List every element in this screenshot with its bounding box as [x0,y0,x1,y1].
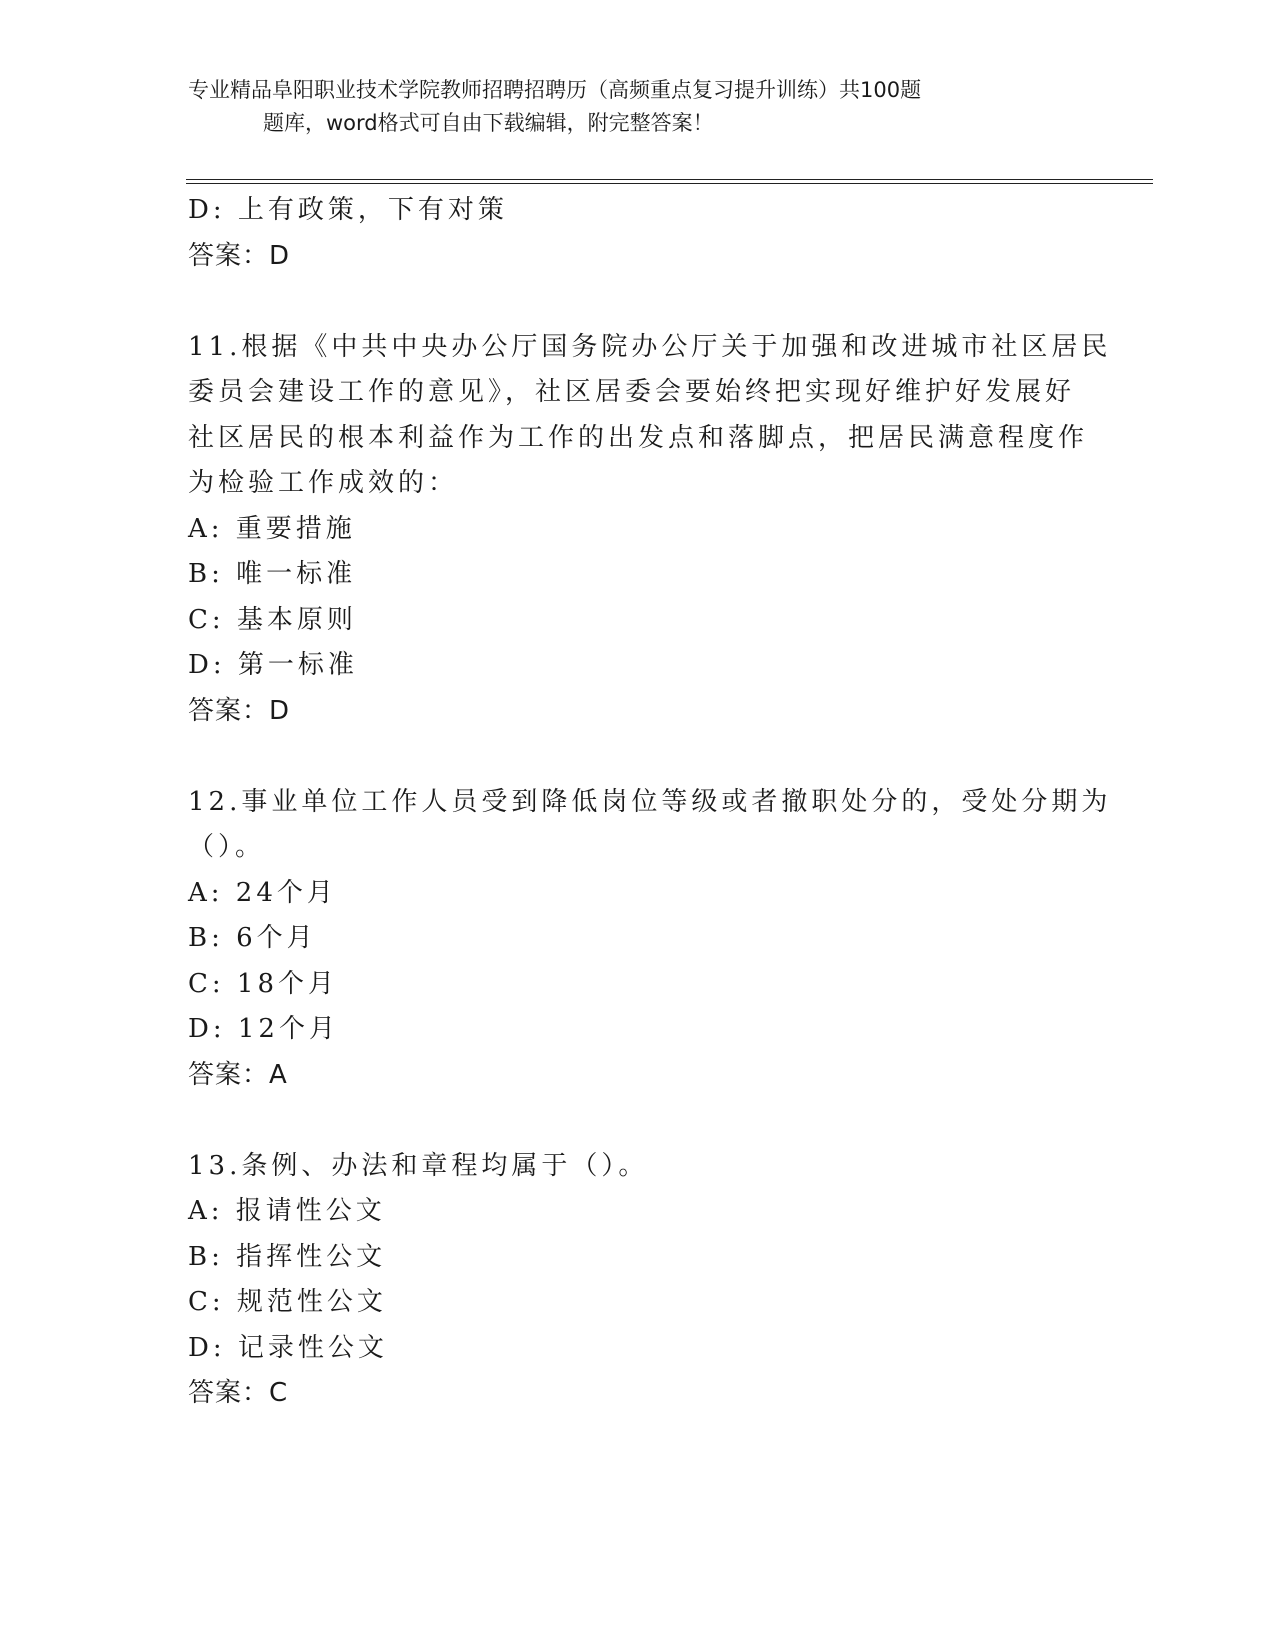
option-b: B: 唯一标准 [188,559,357,589]
option-d: D: 12个月 [188,1014,339,1044]
option-a: A: 报请性公文 [188,1196,386,1226]
header-divider-bottom [186,183,1153,184]
option-c: C: 基本原则 [188,604,357,635]
option-d: D: 记录性公文 [188,1332,388,1363]
spacer [188,1098,1088,1144]
option-b: B: 6个月 [188,923,317,953]
spacer [188,279,1088,325]
question-stem-line: （）。 [188,832,266,862]
answer-line: 答案：D [188,695,291,726]
question-11 [188,325,1112,735]
question-stem-line: 委员会建设工作的意见》，社区居委会要始终把实现好维护好发展好 [188,377,1076,407]
header-title-line2: 题库，word格式可自由下载编辑，附完整答案！ [263,111,714,135]
question-list [188,188,1112,1417]
option-c: C: 18个月 [188,968,339,999]
option-a: A: 24个月 [188,877,337,908]
question-stem-line: 社区居民的根本利益作为工作的出发点和落脚点，把居民满意程度作 [188,422,1089,453]
header-divider-top [186,179,1153,180]
question-13 [188,1144,1088,1417]
question-stem-line: 11.根据《中共中央办公厅国务院办公厅关于加强和改进城市社区居民 [188,331,1112,362]
question-stem-line: 为检验工作成效的： [188,468,459,498]
option-d: D: 上有政策，下有对策 [188,195,508,225]
header-title-line1: 专业精品阜阳职业技术学院教师招聘招聘历（高频重点复习提升训练）共100题 [188,78,922,102]
question-stem-line: 12.事业单位工作人员受到降低岗位等级或者撤职处分的，受处分期为 [188,786,1112,817]
option-b: B: 指挥性公文 [188,1241,387,1272]
option-d: D: 第一标准 [188,650,358,680]
spacer [188,734,1088,780]
question-10-tail [188,188,1088,279]
answer-line: 答案：C [188,1378,289,1408]
question-12 [188,780,1112,1099]
document-header [188,74,1068,140]
option-a: A: 重要措施 [188,513,356,544]
option-c: C: 规范性公文 [188,1287,387,1317]
answer-line: 答案：D [188,240,291,271]
question-stem-line: 13.条例、办法和章程均属于（）。 [188,1150,649,1181]
answer-line: 答案：A [188,1059,288,1090]
